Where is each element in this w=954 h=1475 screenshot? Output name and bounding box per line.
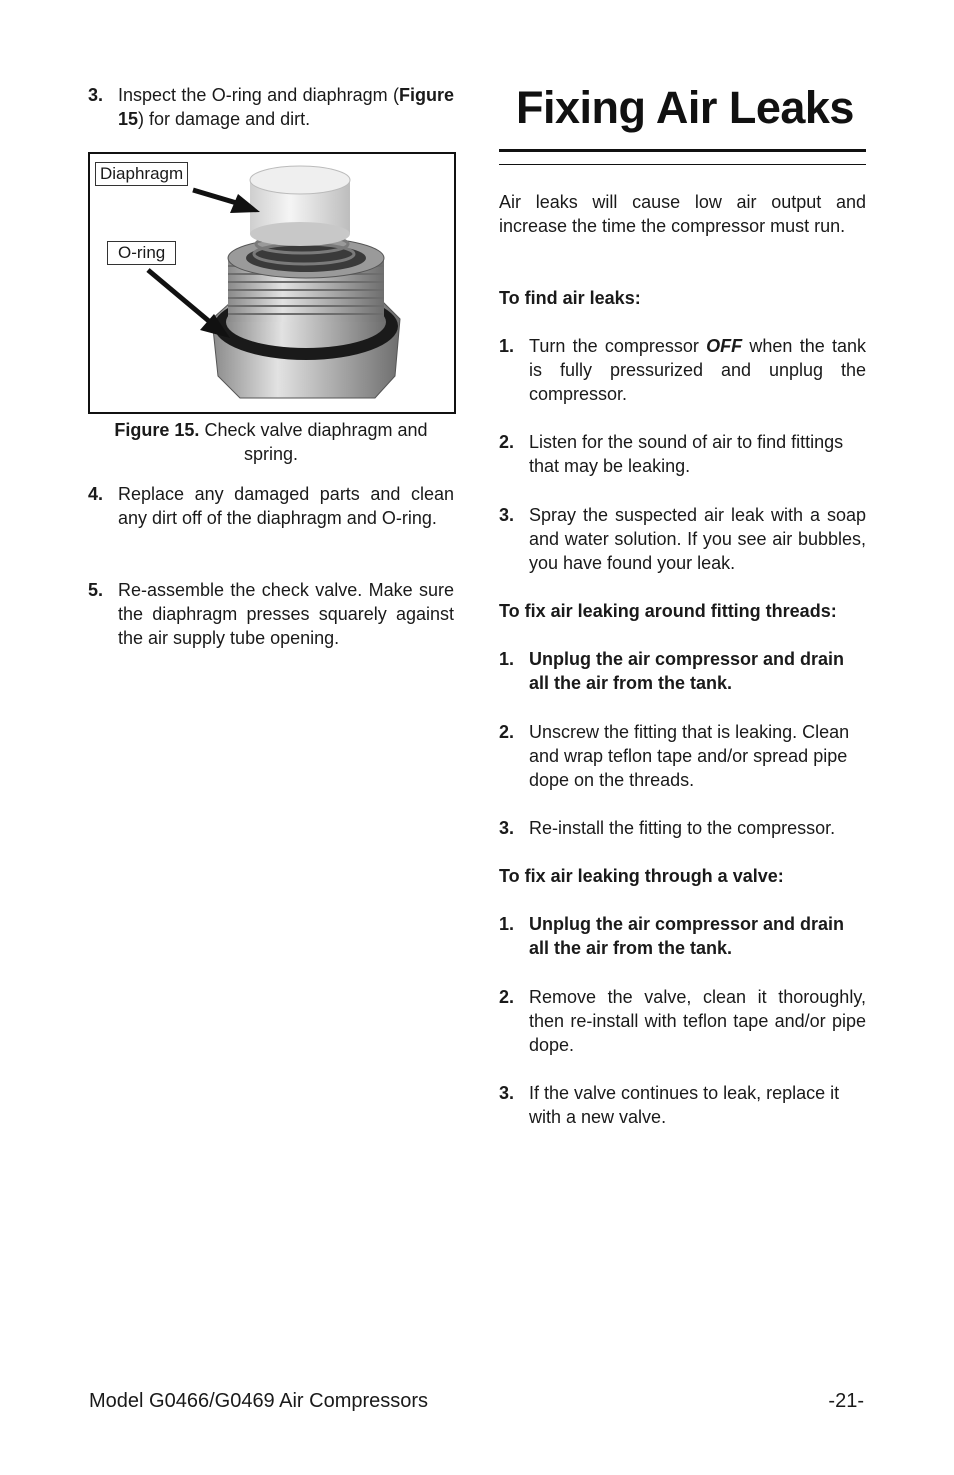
threads-heading: To fix air leaking around fitting threads: [499, 601, 837, 621]
step-number: 3. [499, 505, 515, 525]
threads-step-3 [499, 816, 866, 840]
intro-paragraph: Air leaks will cause low air output and increase the time the compressor must run. [499, 192, 866, 236]
step-number: 4. [88, 484, 104, 504]
step-number: 3. [499, 1083, 515, 1103]
caption-label: Figure 15. [114, 420, 200, 440]
figure-15-check-valve [88, 152, 456, 414]
step-number: 5. [88, 580, 104, 600]
step-text-a: Turn the compressor [529, 336, 707, 356]
step-number: 2. [499, 987, 515, 1007]
step-text: Re-assemble the check valve. Make sure the diaphragm presses squarely against the air supply tube opening. [118, 580, 454, 648]
step-text: Unscrew the fitting that is leaking. Clean and wrap teflon tape and/or spread pipe dope on the threads. [529, 722, 850, 790]
title-rule-thin [499, 164, 866, 165]
valve-heading: To fix air leaking through a valve: [499, 866, 784, 886]
figure-ref: Figure 15 [118, 85, 454, 129]
step-number: 1. [499, 336, 515, 356]
step-number: 3. [88, 85, 104, 105]
valve-step-1 [499, 912, 866, 960]
step-5-reassemble [88, 578, 454, 650]
step-number: 1. [499, 914, 515, 934]
step-text-b: when the tank is fully pressurized and unplug the compressor. [529, 336, 866, 404]
title-rule-thick [499, 149, 866, 152]
step-text-a: Inspect the O-ring and diaphragm ( [118, 85, 399, 105]
figure-caption [88, 418, 454, 466]
threads-step-2 [499, 720, 866, 792]
step-4-replace [88, 482, 454, 530]
step-text: Spray the suspected air leak with a soap and water solution. If you see air bubbles, you have found your leak. [529, 505, 866, 573]
caption-text: Check valve diaphragm and spring. [199, 420, 428, 464]
label-diaphragm: Diaphragm [95, 162, 188, 186]
find-step-2 [499, 430, 866, 478]
find-step-3 [499, 503, 866, 575]
off-emphasis: OFF [706, 336, 743, 356]
threads-step-1 [499, 647, 866, 695]
step-text: Replace any damaged parts and clean any dirt off of the diaphragm and O-ring. [118, 484, 454, 528]
step-number: 1. [499, 649, 515, 669]
check-valve-photo [90, 154, 454, 412]
step-3-inspect [88, 83, 454, 131]
footer-model: Model G0466/G0469 Air Compressors [89, 1390, 429, 1412]
step-text: Unplug the air compressor and drain all the air from the tank. [529, 649, 845, 693]
step-text: Listen for the sound of air to find fittings that may be leaking. [529, 432, 844, 476]
step-number: 2. [499, 722, 515, 742]
valve-step-2 [499, 985, 866, 1057]
step-number: 3. [499, 818, 515, 838]
step-text: If the valve continues to leak, replace it with a new valve. [529, 1083, 840, 1127]
page-title: Fixing Air Leaks [516, 82, 854, 133]
find-leaks-heading: To find air leaks: [499, 288, 641, 308]
find-step-1 [499, 334, 866, 406]
step-number: 2. [499, 432, 515, 452]
step-text: Re-install the fitting to the compressor. [529, 818, 836, 838]
label-o-ring: O-ring [107, 241, 176, 265]
footer-page-number: -21- [828, 1390, 864, 1412]
valve-step-3 [499, 1081, 866, 1129]
step-text: Remove the valve, clean it thoroughly, then re-install with teflon tape and/or pipe dope. [529, 987, 866, 1055]
step-text: Unplug the air compressor and drain all the air from the tank. [529, 914, 845, 958]
step-text-b: ) for damage and dirt. [138, 109, 311, 129]
